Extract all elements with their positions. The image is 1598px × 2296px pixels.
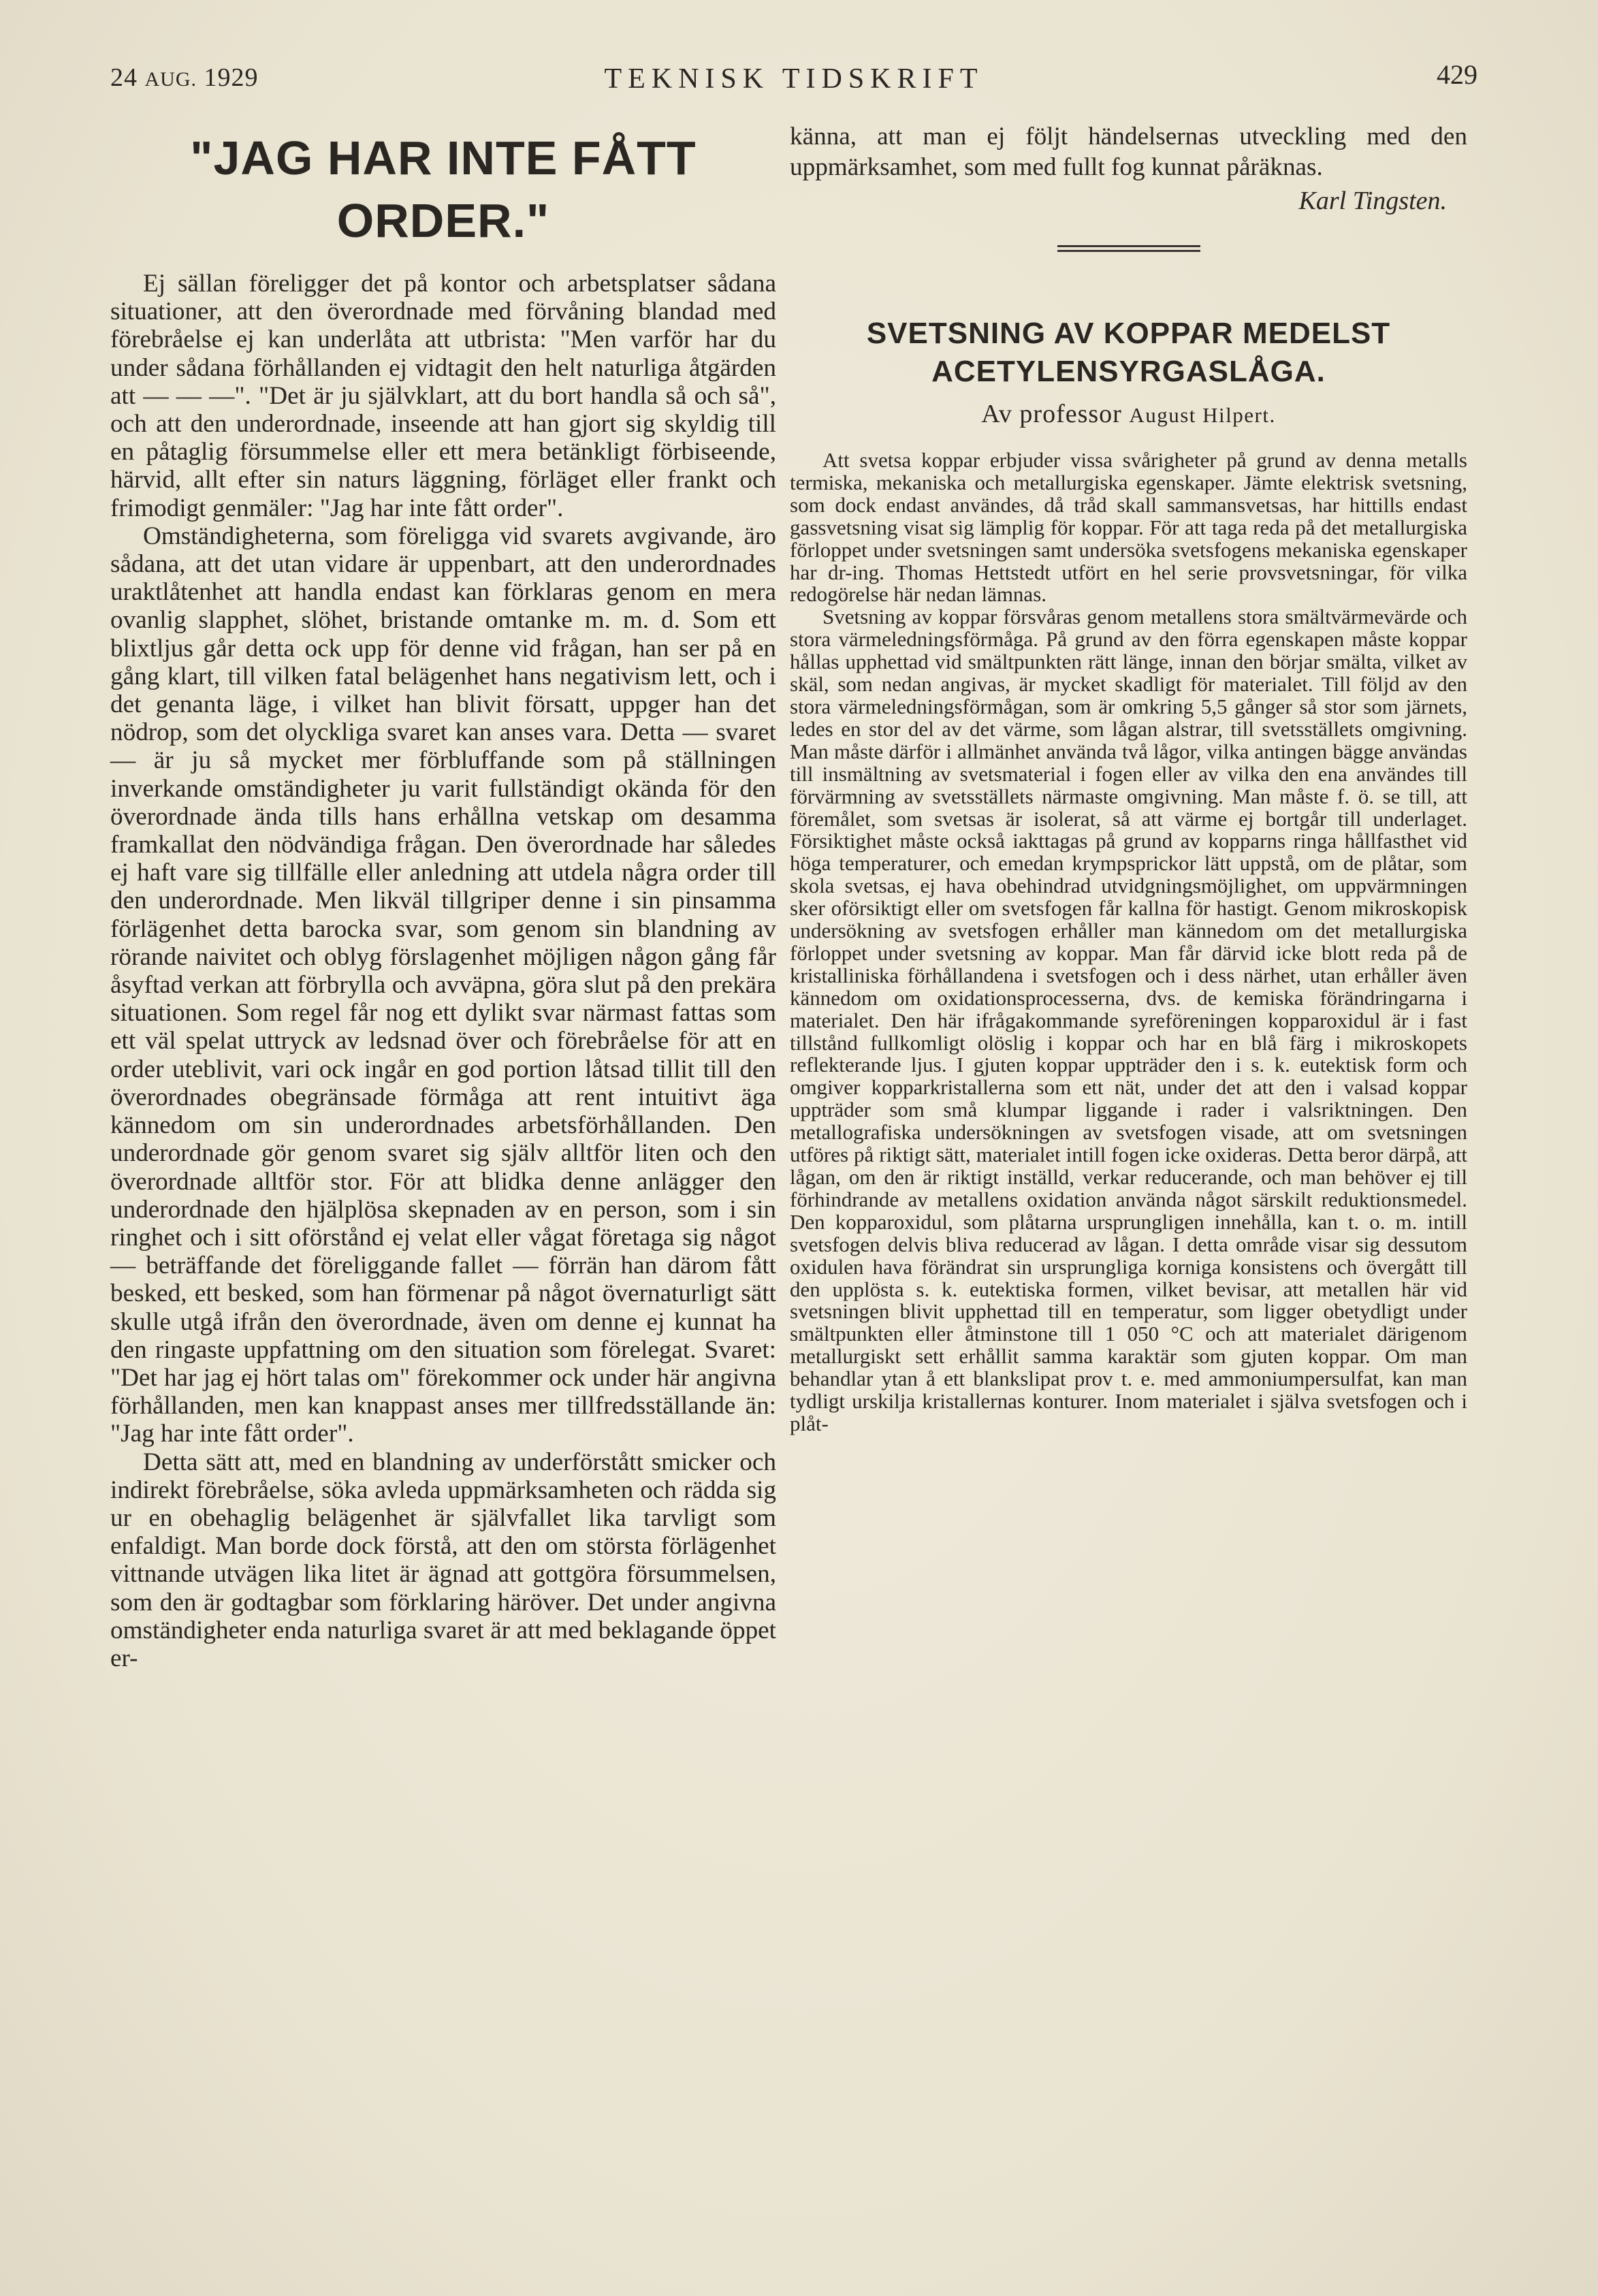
article2-title-line1: SVETSNING AV KOPPAR MEDELST [866, 317, 1391, 350]
article1-title [110, 127, 776, 252]
date-year: 1929 [204, 63, 259, 92]
journal-title: TEKNISK TIDSKRIFT [604, 63, 984, 95]
article2-title-line2: ACETYLENSYRGASLÅGA. [931, 355, 1326, 388]
page-header [110, 59, 1477, 110]
article1-continuation: känna, att man ej följt händelsernas utveckling med den uppmärksamhet, som med fullt fog kunnat påräknas. [790, 123, 1467, 181]
article2-title [790, 315, 1467, 391]
article1-title-line2: ORDER." [336, 194, 550, 247]
page-number: 429 [1437, 59, 1477, 90]
article1-paragraph: Ej sällan föreligger det på kontor och arbetsplatser sådana situationer, att den överordnade med förvåning blandad med förebråelse ej kan underlåta att utbrista: "Men varför har du under sådana förhållanden ej vidtagit den helt naturliga åtgärden att — — —". "Det är ju självklart, att du bort handla så och så", och att den underordnade, inseende att han gjort sig skyldig till en påtaglig försummelse eller ett mera betänkligt förbiseende, härvid, allt efter sin naturs läggning, förläget eller frankt och frimodigt genmäler: "Jag har inte fått order". [110, 270, 776, 522]
right-column [790, 121, 1467, 1435]
article2-paragraph: Att svetsa koppar erbjuder vissa svårigheter på grund av denna metalls termiska, mekaniska och metallurgiska egenskaper. Jämte elektrisk svetsning, som dock endast användes, då tråd skall sammansvetsas, har hittills endast gassvetsning visat sig lämplig för koppar. För att taga reda på det metallurgiska förloppet under svetsningen samt undersöka svetsfogens mekaniska egenskaper har dr-ing. Thomas Hettstedt utfört en hel serie provsvetsningar, för vilka redogörelse här nedan lämnas. [790, 448, 1467, 607]
author-prefix: Av professor [981, 400, 1122, 428]
article1-paragraph: Detta sätt att, med en blandning av underförstått smicker och indirekt förebråelse, söka avleda uppmärksamheten och rädda sig ur en obehaglig belägenhet är självfallet lika tarvligt som enfaldigt. Man borde dock förstå, att den om största förlägenhet vittnande utvägen lika litet är ägnad att gottgöra försummelsen, som den är godtagbar som förklaring häröver. Det under angivna omständigheter enda naturliga svaret är att med beklagande öppet er- [110, 1448, 776, 1672]
article1-paragraph: Omständigheterna, som föreligga vid svarets avgivande, äro sådana, att det utan vidare är uppenbart, att den underordnades uraktlåtenhet att handla endast kan förklaras genom en mera ovanlig slapphet, slöhet, bristande omtanke m. m. d. Som ett blixtljus går detta ock upp för denne vid frågan, han ser på en gång klart, till vilken fatal belägenhet hans negativism lett, och i det genanta läge, i vilket han blivit försatt, uppger han det nödrop, som det olyckliga svaret kan anses vara. Detta — svaret — är ju så mycket mer förbluffande som på ställningen inverkande omständigheter ju varit fullständigt okända för den överordnade ända tills hans erhållna vetskap om desamma framkallat den nödvändiga frågan. Den överordnade har således ej haft vare sig tillfälle eller anledning att utdela några order till den underordnade. Men likväl tillgriper denne i sin pinsamma förlägenhet detta barocka svar, som genom sin blandning av rörande naivitet och oblyg förslagenhet möjligen någon gång får åsyftad verkan att förbrylla och avväpna, göra slut på den prekära situationen. Som regel får nog ett dylikt svar närmast fattas som ett väl spelat uttryck av ledsnad över och förebråelse för att en order uteblivit, vari ock ingår en god portion låtsad tillit till den överordnades obegränsade förmåga att rent intuitivt äga kännedom om sin underordnades arbetsförhållanden. Den underordnade gör genom svaret sig själv alltför liten och den överordnade alltför stor. För att blidka denne anlägger den underordnade den hjälplösa skepnaden av en person, som i sin ringhet och i sitt oförstånd ej velat eller vågat företaga sig något — beträffande det föreliggande fallet — förrän han därom fått besked, ett besked, som han förmenar på något övernaturligt sätt skulle utgå ifrån den överordnade, även om denne ej kunnat ha den ringaste uppfattning om den situation som förelegat. Svaret: "Det har jag ej hört talas om" förekommer ock under här angivna förhållanden, men kan knappast anses mer tillfredsställande än: "Jag har inte fått order". [110, 522, 776, 1448]
article1-title-line1: "JAG HAR INTE FÅTT [190, 131, 697, 185]
article2-paragraph: Svetsning av koppar försvåras genom metallens stora smältvärmevärde och stora värmeledningsförmåga. På grund av den förra egenskapen måste koppar hållas upphettad vid smältpunkten rätt länge, innan den börjar smälta, vilket av skäl, som nedan angivas, är mycket skadligt för materialet. Till följd av den stora värmeledningsförmågan, som är omkring 5,5 gånger så stor som järnets, ledes en stor del av det värme, som lågan alstrar, till svetsställets omgivning. Man måste därför i allmänhet använda två lågor, vilka antingen bägge användas till insmältning av svetsmaterial i fogen eller av vilka den ena användes till förvärmning av svetsställets närmaste omgivning. Man måste f. ö. se till, att föremålet, som svetsas är isolerat, så att värme ej bortgår till underlaget. Försiktighet måste också iakttagas på grund av kopparns ringa hållfasthet vid höga temperaturer, och emedan krympsprickor lätt uppstå, om de plåtar, som skola svetsas, ej hava obehindrad utvidgningsmöjlighet, om uppvärmningen sker oförsiktigt eller om svetsfogen får kallna för hastigt. Genom mikroskopisk undersökning av svetsfogen erhåller man kännedom om det metallurgiska förloppet under svetsning av koppar. Man får därvid icke blott reda på de kristalliniska förhållandena i svetsfogen och i dess närhet, utan erhåller även kännedom om oxidationsprocesserna, dvs. de kemiska förändringarna i materialet. Den här ifrågakommande syreföreningen kopparoxidul är i fast tillstånd fullkomligt olöslig i koppar och har en blå färg i mikroskopets reflekterande ljus. I gjuten koppar uppträder den i s. k. eutektisk form och omgiver kopparkristallerna som ett nät, under det att den i valsad koppar uppträder som små klumpar liggande i rader i valsriktningen. Den metallografiska undersökningen av svetsfogen visade, att om svetsningen utföres på riktigt sätt, materialet intill fogen icke oxideras. Detta beror därpå, att lågan, om den är riktigt inställd, verkar reducerande, och man behöver ej till förhindrande av metallens oxidation använda något särskilt reduktionsmedel. Den kopparoxidul, som plåtarna ursprungligen innehålla, kan t. o. m. intill svetsfogen delvis bliva reducerad av lågan. I detta område visar sig dessutom oxidulen hava förändrat sin ursprungliga korniga konsistens och övergått till den upplösta s. k. eutektiska formen, vilket bevisar, att metallen här vid svetsningen blivit upphettad till en temperatur, som ligger obetydligt under smältpunkten eller åtminstone till 1 050 °C och att materialet därigenom metallurgiskt sett erhållit samma karaktär som gjuten koppar. Om man behandlar ytan å ett blankslipat prov t. e. med ammoniumpersulfat, kan man tydligt urskilja kristallernas konturer. Inom materialet i själva svetsfogen och i plåt- [790, 605, 1467, 1435]
article2-byline [790, 398, 1467, 432]
section-divider [1057, 245, 1200, 252]
date-day: 24 [110, 63, 138, 92]
left-column [110, 121, 776, 1672]
date-month: AUG. [144, 68, 197, 91]
article1-signature: Karl Tingsten. [1298, 187, 1447, 215]
author-name: August Hilpert. [1129, 403, 1276, 427]
